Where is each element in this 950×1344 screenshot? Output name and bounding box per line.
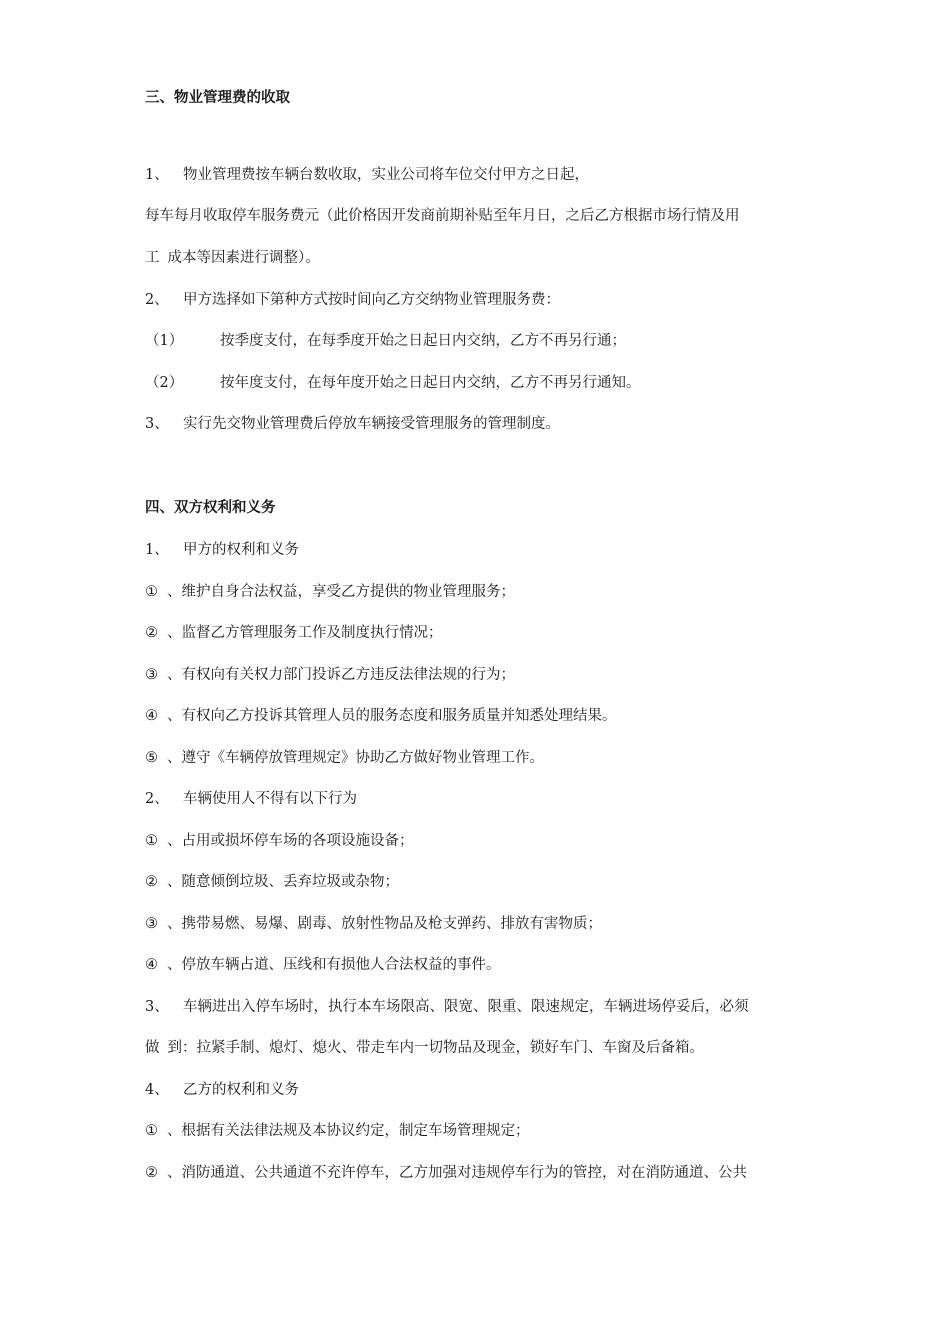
list-item — [145, 582, 515, 602]
list-item — [145, 665, 515, 685]
section3-title: 三、物业管理费的收取 — [145, 90, 290, 106]
list-item — [145, 1121, 530, 1141]
item-number: 3、 — [145, 416, 169, 432]
section4-title: 四、双方权利和义务 — [145, 500, 276, 516]
option-text: 按年度支付，在每年度开始之日起日内交纳，乙方不再另行通知。 — [220, 375, 641, 391]
list-item-text: 、占用或损坏停车场的各项设施设备； — [167, 833, 414, 849]
item-number: 1、 — [145, 542, 169, 558]
section3-item1-cont2 — [145, 248, 320, 268]
item-text: 乙方的权利和义务 — [183, 1082, 299, 1098]
list-item — [145, 914, 602, 934]
section3-item2 — [145, 290, 560, 310]
list-item-text: 、监督乙方管理服务工作及制度执行情况； — [167, 625, 443, 641]
item-text: 物业管理费按车辆台数收取，实业公司将车位交付甲方之日起， — [183, 167, 589, 183]
section3-item1 — [145, 165, 589, 185]
item-number: 2、 — [145, 791, 169, 807]
circled-number: ② — [145, 625, 158, 641]
item-text: 实行先交物业管理费后停放车辆接受管理服务的管理制度。 — [183, 416, 560, 432]
item-text: 车辆使用人不得有以下行为 — [183, 791, 357, 807]
item-number: 4、 — [145, 1082, 169, 1098]
text-fragment: 到：拉紧手制、熄灯、熄火、带走车内一切物品及现金，锁好车门、车窗及后备箱。 — [167, 1040, 704, 1056]
list-item — [145, 831, 414, 851]
list-item-text: 、随意倾倒垃圾、丢弃垃圾或杂物； — [167, 874, 399, 890]
section3-item1-cont1: 每车每月收取停车服务费元（此价格因开发商前期补贴至年月日，之后乙方根据市场行情及用 — [145, 208, 740, 224]
list-item-text: 、维护自身合法权益，享受乙方提供的物业管理服务； — [167, 584, 515, 600]
list-item-text: 、有权向有关权力部门投诉乙方违反法律法规的行为； — [167, 667, 515, 683]
list-item-text: 、根据有关法律法规及本协议约定，制定车场管理规定； — [167, 1123, 530, 1139]
list-item — [145, 706, 617, 726]
text-fragment: 做 — [145, 1040, 160, 1056]
list-item — [145, 955, 501, 975]
circled-number: ② — [145, 874, 158, 890]
section4-p4 — [145, 1080, 299, 1100]
list-item-text: 、遵守《车辆停放管理规定》协助乙方做好物业管理工作。 — [167, 750, 544, 766]
list-item — [145, 748, 544, 768]
section3-option1 — [145, 331, 626, 351]
option-number: （1） — [145, 333, 184, 349]
circled-number: ③ — [145, 916, 158, 932]
option-number: （2） — [145, 375, 184, 391]
item-text: 车辆进出入停车场时，执行本车场限高、限宽、限重、限速规定，车辆进场停妥后，必须 — [183, 999, 749, 1015]
section3-option2 — [145, 373, 641, 393]
list-item — [145, 872, 399, 892]
list-item-text: 、消防通道、公共通道不充许停车，乙方加强对违规停车行为的管控，对在消防通道、公共 — [167, 1165, 747, 1181]
item-number: 3、 — [145, 999, 169, 1015]
circled-number: ① — [145, 833, 158, 849]
item-text: 甲方选择如下第种方式按时间向乙方交纳物业管理服务费： — [183, 292, 560, 308]
option-text: 按季度支付，在每季度开始之日起日内交纳，乙方不再另行通； — [220, 333, 626, 349]
circled-number: ① — [145, 1123, 158, 1139]
circled-number: ② — [145, 1165, 158, 1181]
list-item-text: 、携带易燃、易爆、剧毒、放射性物品及枪支弹药、排放有害物质； — [167, 916, 602, 932]
item-number: 2、 — [145, 292, 169, 308]
list-item-text: 、停放车辆占道、压线和有损他人合法权益的事件。 — [167, 957, 501, 973]
circled-number: ④ — [145, 708, 158, 724]
section3-item3 — [145, 414, 560, 434]
circled-number: ① — [145, 584, 158, 600]
circled-number: ③ — [145, 667, 158, 683]
list-item-text: 、有权向乙方投诉其管理人员的服务态度和服务质量并知悉处理结果。 — [167, 708, 617, 724]
list-item — [145, 1163, 747, 1183]
list-item — [145, 623, 443, 643]
circled-number: ⑤ — [145, 750, 158, 766]
item-number: 1、 — [145, 167, 169, 183]
circled-number: ④ — [145, 957, 158, 973]
section4-p1 — [145, 540, 299, 560]
section4-p2 — [145, 789, 357, 809]
text-fragment: 工 — [145, 250, 160, 266]
section4-p3 — [145, 997, 749, 1017]
text-fragment: 成本等因素进行调整）。 — [167, 250, 320, 266]
item-text: 甲方的权利和义务 — [183, 542, 299, 558]
section4-p3-cont — [145, 1038, 704, 1058]
